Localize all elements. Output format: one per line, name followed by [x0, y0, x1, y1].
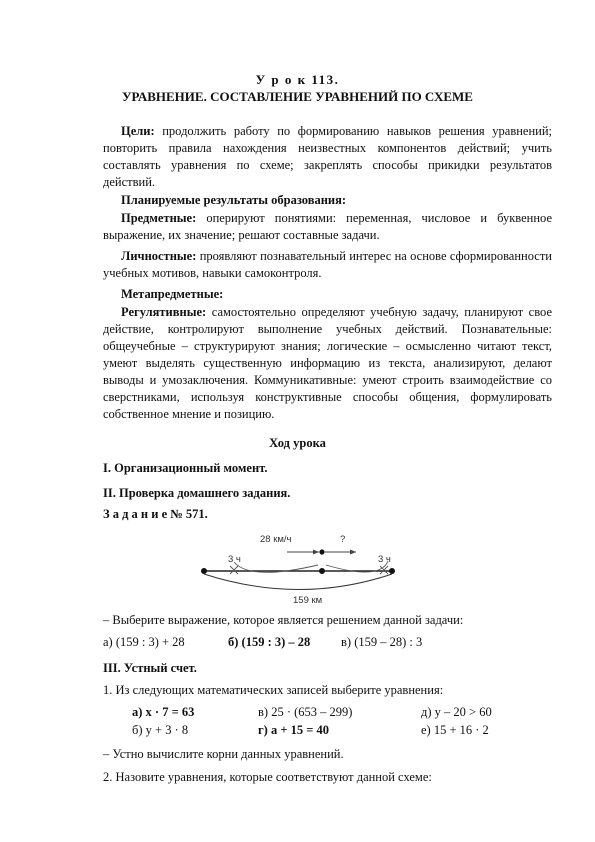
question-2-text: 2. Назовите уравнения, которые соответствуют данной схеме:: [103, 770, 432, 784]
distance-arc: [204, 574, 392, 590]
oral-calc-text: – Устно вычислите корни данных уравнений.: [103, 747, 344, 761]
record-v: в) 25 · (653 – 299): [258, 705, 353, 719]
subject-paragraph: [103, 210, 552, 244]
point-left: [201, 568, 207, 574]
record-d: д) y – 20 > 60: [421, 705, 492, 719]
meeting-dot: [319, 549, 324, 554]
planned-heading: Планируемые результаты образования:: [121, 193, 347, 207]
lesson-title: УРАВНЕНИЕ. СОСТАВЛЕНИЕ УРАВНЕНИЙ ПО СХЕМЕ: [122, 89, 473, 104]
question-1-text: 1. Из следующих математических записей выберите уравнения:: [103, 683, 444, 697]
section1-heading: I. Организационный момент.: [103, 461, 268, 475]
time-right-label: 3 ч: [378, 554, 391, 565]
subject-label: Предметные:: [121, 211, 197, 225]
section2-heading: II. Проверка домашнего задания.: [103, 486, 291, 500]
task-label: З а д а н и е № 571.: [103, 507, 208, 521]
meta-heading: Метапредметные:: [121, 287, 224, 301]
record-a: а) x · 7 = 63: [132, 705, 195, 719]
personal-text: проявляют познавательный интерес на основе сформированности учебных мотивов, навыки самоконтроля.: [103, 249, 552, 280]
speed-label: 28 км/ч: [260, 534, 292, 545]
regulatory-label: Регулятивные:: [121, 305, 207, 319]
personal-paragraph: [103, 248, 552, 282]
goals-label: Цели:: [121, 124, 155, 138]
goals-paragraph: [103, 123, 552, 191]
unknown-label: ?: [340, 534, 346, 545]
record-e: е) 15 + 16 · 2: [421, 723, 489, 737]
record-g: г) a + 15 = 40: [258, 723, 329, 737]
motion-diagram: [190, 525, 440, 610]
subject-text: оперируют понятиями: переменная, числовое и буквенное выражение, их значение; решают составные задачи.: [103, 211, 552, 242]
regulatory-text: самостоятельно определяют учебную задачу, планируют свое действие, контролируют выполнение учебных действий. Познавательные: общеучебные – структурируют знания; логические – осмысленно читают текст, умеют выделять существенную информацию из текста, анализируют, делают выводы и умозаключения. Коммуникативные: умеют строить взаимодействие со сверстниками, используя конструктивные способы общения, формулировать собственное мнение и позицию.: [103, 305, 552, 421]
personal-label: Личностные:: [121, 249, 197, 263]
speed-arrow-head: [313, 550, 319, 555]
unknown-arrow-head: [350, 550, 356, 555]
expr-option-c: в) (159 – 28) : 3: [341, 635, 423, 649]
point-right: [389, 568, 395, 574]
regulatory-paragraph: [103, 304, 552, 423]
expr-option-b: б) (159 : 3) – 28: [228, 635, 311, 649]
distance-label: 159 км: [293, 595, 323, 606]
lesson-number: У р о к 113.: [255, 72, 340, 87]
left-cross-mark: [230, 566, 238, 574]
record-b: б) y + 3 · 8: [132, 723, 189, 737]
course-heading: Ход урока: [269, 436, 326, 450]
section3-heading: III. Устный счет.: [103, 661, 197, 675]
time-left-label: 3 ч: [228, 554, 241, 565]
expr-option-a: а) (159 : 3) + 28: [103, 635, 185, 649]
point-middle: [319, 568, 325, 574]
choose-expression-text: – Выберите выражение, которое является решением данной задачи:: [103, 613, 464, 627]
goals-text: продолжить работу по формированию навыков решения уравнений; повторить правила нахождения неизвестных компонентов действий; учить составлять уравнения по схеме; закреплять способы прикидки результатов действий.: [103, 124, 552, 189]
